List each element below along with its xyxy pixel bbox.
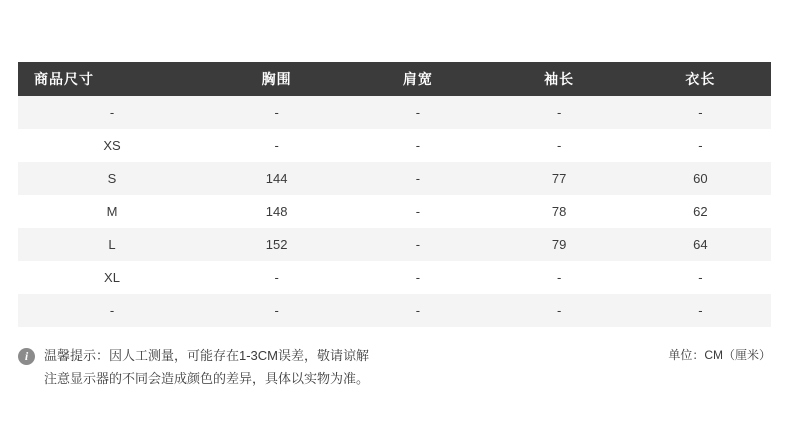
column-header-sleeve: 袖长 xyxy=(489,62,630,96)
table-header-row xyxy=(18,62,771,96)
note-area xyxy=(18,344,771,398)
cell-size: XS xyxy=(18,129,206,162)
size-table xyxy=(18,62,771,327)
cell-bust: 148 xyxy=(206,195,347,228)
table-row xyxy=(18,294,771,327)
cell-size: - xyxy=(18,96,206,129)
column-header-shoulder: 肩宽 xyxy=(347,62,488,96)
column-header-bust: 胸围 xyxy=(206,62,347,96)
cell-bust: - xyxy=(206,294,347,327)
cell-length: - xyxy=(630,129,771,162)
cell-sleeve: - xyxy=(489,261,630,294)
cell-shoulder: - xyxy=(347,129,488,162)
cell-shoulder: - xyxy=(347,294,488,327)
cell-size: - xyxy=(18,294,206,327)
cell-shoulder: - xyxy=(347,195,488,228)
cell-bust: - xyxy=(206,261,347,294)
cell-size: L xyxy=(18,228,206,261)
cell-shoulder: - xyxy=(347,96,488,129)
cell-shoulder: - xyxy=(347,162,488,195)
cell-size: XL xyxy=(18,261,206,294)
cell-sleeve: 77 xyxy=(489,162,630,195)
cell-shoulder: - xyxy=(347,261,488,294)
note-text xyxy=(44,344,564,390)
size-table-body xyxy=(18,96,771,327)
cell-length: 64 xyxy=(630,228,771,261)
table-row xyxy=(18,195,771,228)
cell-sleeve: - xyxy=(489,294,630,327)
table-row xyxy=(18,261,771,294)
cell-bust: - xyxy=(206,129,347,162)
cell-length: 62 xyxy=(630,195,771,228)
table-row xyxy=(18,96,771,129)
cell-length: - xyxy=(630,294,771,327)
note-line-1: 温馨提示：因人工测量，可能存在1-3CM误差，敬请谅解 xyxy=(44,348,370,363)
cell-size: S xyxy=(18,162,206,195)
table-row xyxy=(18,162,771,195)
cell-sleeve: 79 xyxy=(489,228,630,261)
cell-bust: 144 xyxy=(206,162,347,195)
size-table-header xyxy=(18,62,771,96)
cell-bust: - xyxy=(206,96,347,129)
cell-length: - xyxy=(630,96,771,129)
table-row xyxy=(18,129,771,162)
cell-length: - xyxy=(630,261,771,294)
info-icon: i xyxy=(18,348,35,365)
unit-label: 单位：CM（厘米） xyxy=(668,348,771,362)
cell-bust: 152 xyxy=(206,228,347,261)
cell-size: M xyxy=(18,195,206,228)
cell-shoulder: - xyxy=(347,228,488,261)
cell-length: 60 xyxy=(630,162,771,195)
column-header-length: 衣长 xyxy=(630,62,771,96)
cell-sleeve: - xyxy=(489,129,630,162)
note-line-2: 注意显示器的不同会造成颜色的差异，具体以实物为准。 xyxy=(44,371,370,386)
cell-sleeve: - xyxy=(489,96,630,129)
cell-sleeve: 78 xyxy=(489,195,630,228)
table-row xyxy=(18,228,771,261)
size-table-container xyxy=(18,62,771,327)
column-header-size: 商品尺寸 xyxy=(18,62,206,96)
